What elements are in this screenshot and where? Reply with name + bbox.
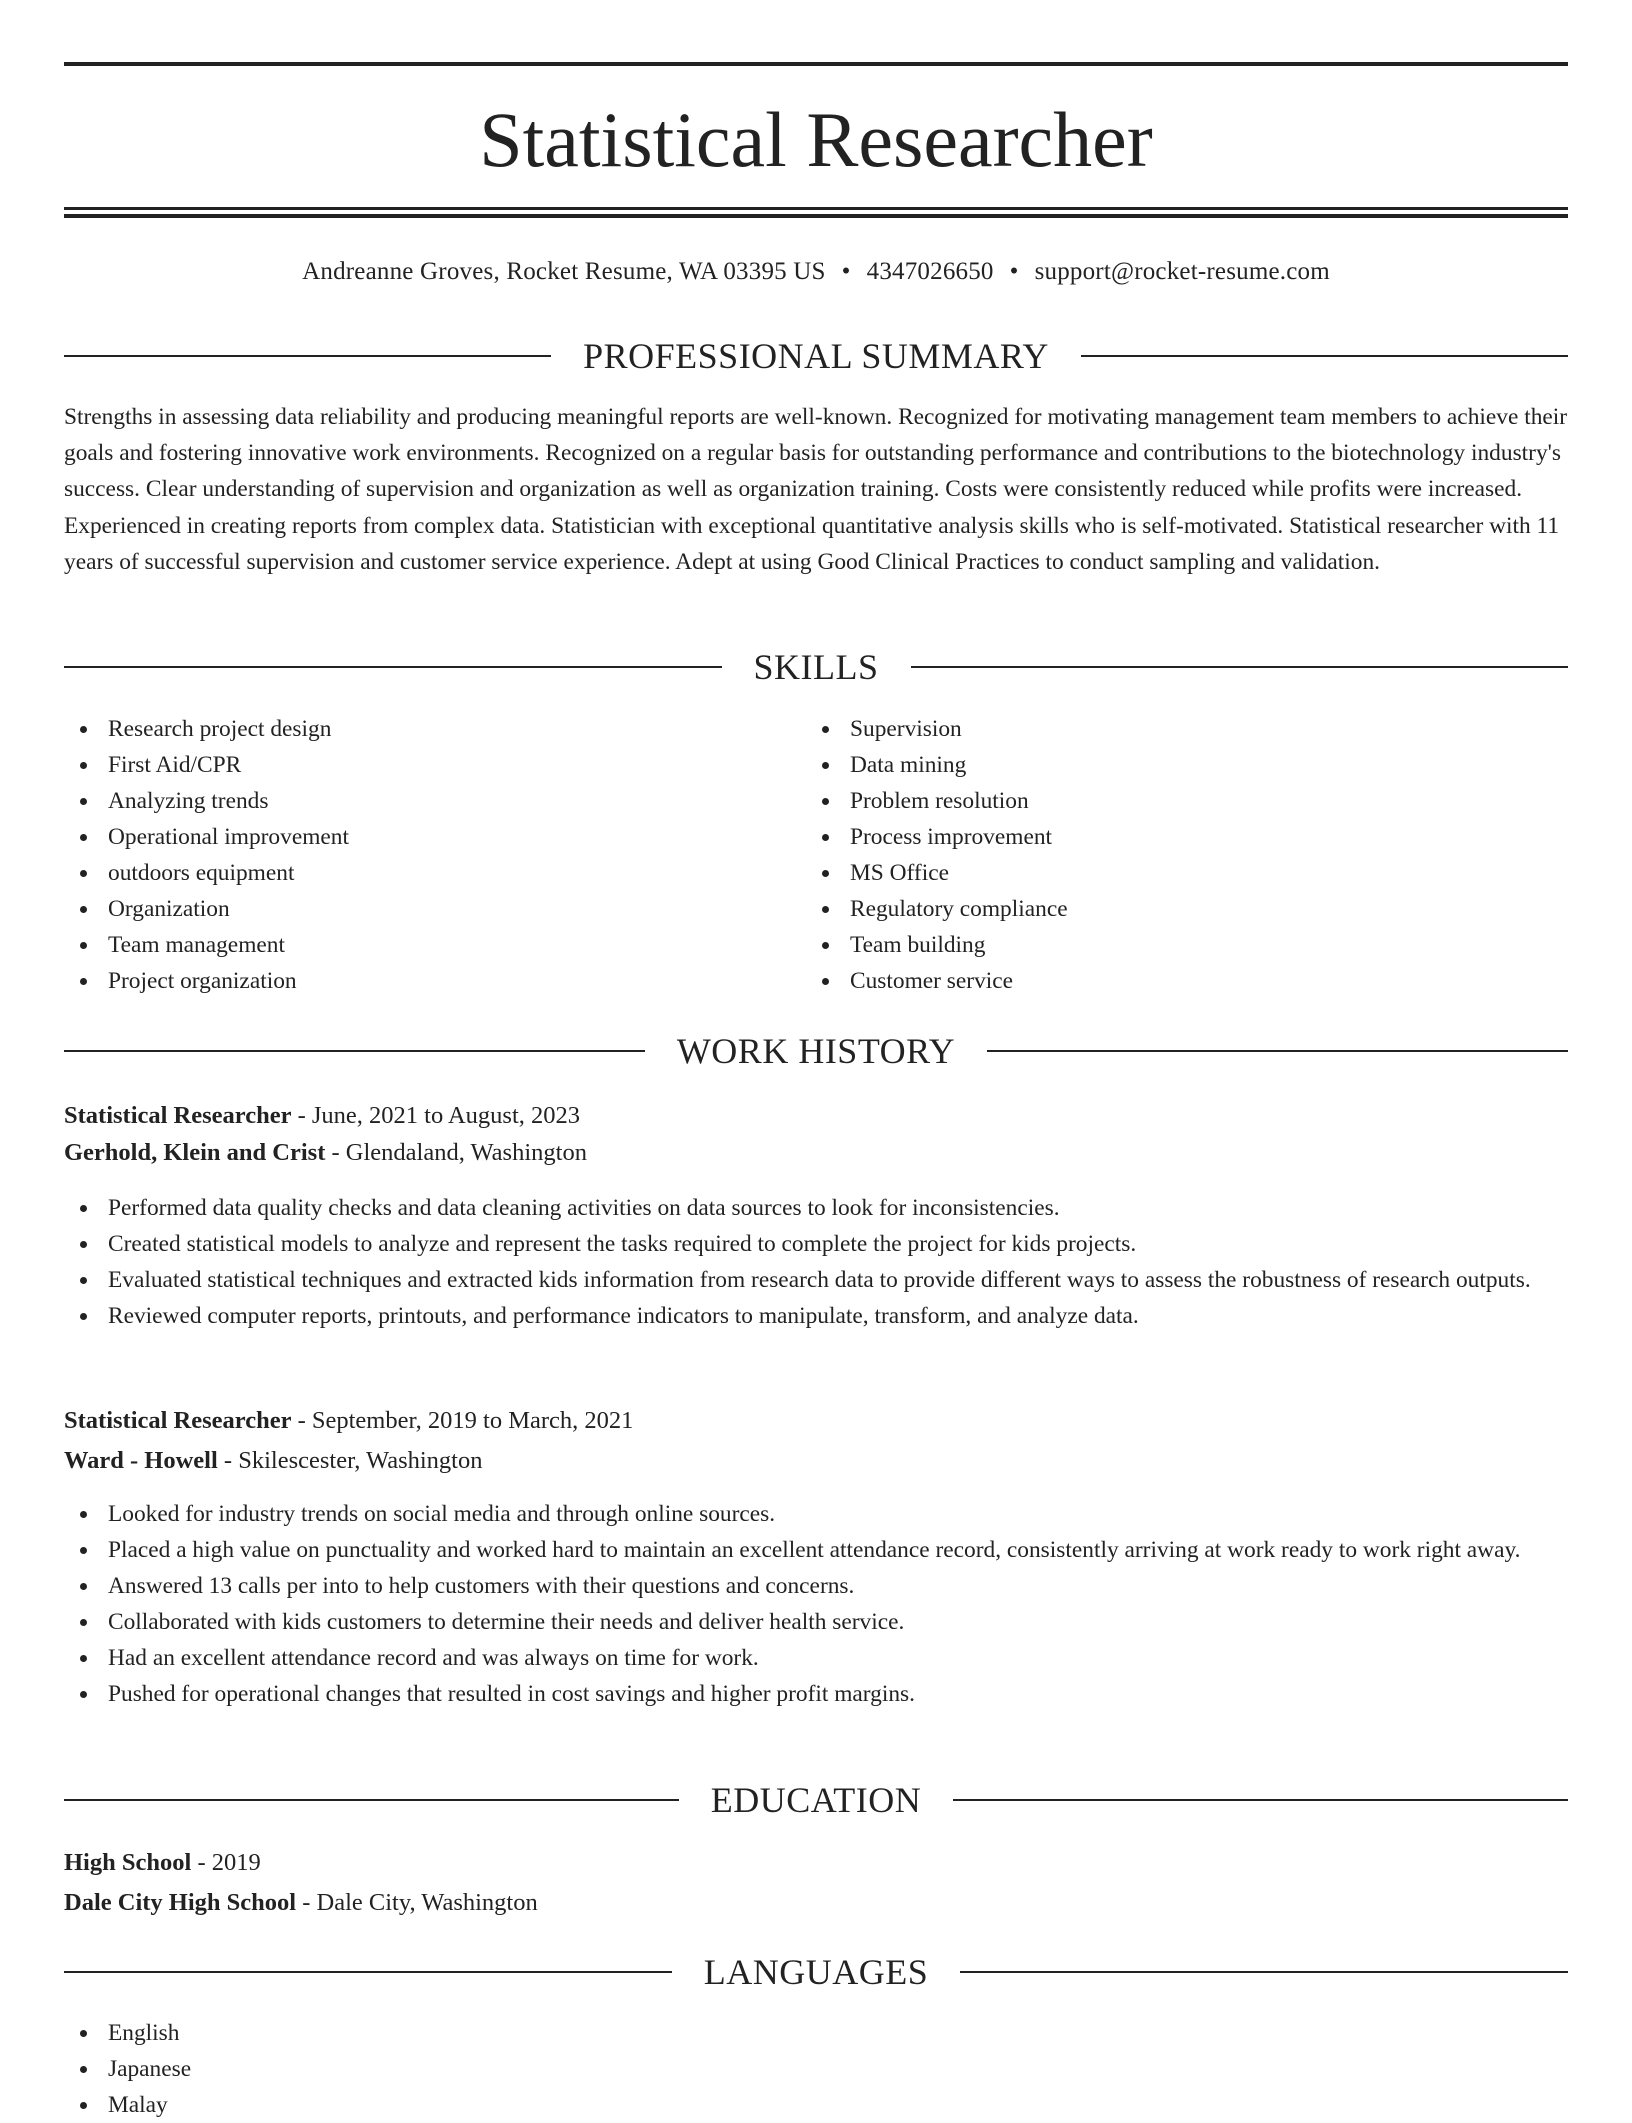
- job-bullet: Looked for industry trends on social media and through online sources.: [64, 1496, 1568, 1532]
- skill-item: Customer service: [806, 963, 1506, 999]
- title-double-rule: [64, 207, 1568, 218]
- skill-item: Problem resolution: [806, 783, 1506, 819]
- section-heading-work: [64, 1029, 1568, 1073]
- job-title-line: [64, 1402, 1568, 1440]
- job-bullet: Evaluated statistical techniques and extracted kids information from research data to provide different ways to assess the robustness of research outputs.: [64, 1262, 1568, 1298]
- job-company-line: [64, 1442, 1568, 1480]
- skill-item: First Aid/CPR: [64, 747, 764, 783]
- job-dates: - June, 2021 to August, 2023: [291, 1102, 581, 1129]
- top-rule: [64, 62, 1568, 66]
- section-title: LANGUAGES: [703, 1952, 929, 1992]
- heading-rule: [64, 1799, 679, 1801]
- skill-item: Analyzing trends: [64, 783, 764, 819]
- section-title: SKILLS: [753, 647, 879, 687]
- heading-rule: [64, 1971, 672, 1973]
- section-heading-skills: [64, 645, 1568, 689]
- language-item: English: [64, 2015, 1568, 2051]
- job-bullets: [64, 1190, 1568, 1334]
- section-title: PROFESSIONAL SUMMARY: [583, 336, 1049, 376]
- education-degree-line: [64, 1844, 1568, 1882]
- job-bullet: Created statistical models to analyze and represent the tasks required to complete the project for kids projects.: [64, 1226, 1568, 1262]
- section-title: EDUCATION: [710, 1780, 922, 1820]
- contact-separator: •: [841, 258, 851, 285]
- language-item: Japanese: [64, 2051, 1568, 2087]
- section-title: WORK HISTORY: [676, 1031, 956, 1071]
- job-company-line: [64, 1134, 1568, 1172]
- language-item: Malay: [64, 2087, 1568, 2123]
- skill-item: Team building: [806, 927, 1506, 963]
- heading-rule: [911, 666, 1569, 668]
- summary-text: Strengths in assessing data reliability and producing meaningful reports are well-known. Recognized for motivating management team members to achieve their goals and fostering innovative work environments. Recognized on a regular basis for outstanding performance and contributions to the biotechnology industry's success. Clear understanding of supervision and organization as well as organization training. Costs were consistently reduced while profits were increased. Experienced in creating reports from complex data. Statistician with exceptional quantitative analysis skills who is self-motivated. Statistical researcher with 11 years of successful supervision and customer service experience. Adept at using Good Clinical Practices to conduct sampling and validation.: [64, 404, 1568, 575]
- contact-separator: •: [1009, 258, 1019, 285]
- job-bullet: Had an excellent attendance record and was always on time for work.: [64, 1640, 1568, 1676]
- job-dates: - September, 2019 to March, 2021: [291, 1407, 634, 1434]
- heading-rule: [987, 1050, 1568, 1052]
- job-location: - Glendaland, Washington: [325, 1139, 587, 1166]
- skill-item: Supervision: [806, 711, 1506, 747]
- skill-item: Project organization: [64, 963, 764, 999]
- languages-list: [64, 2015, 1568, 2123]
- job-company: Gerhold, Klein and Crist: [64, 1139, 326, 1166]
- skill-item: outdoors equipment: [64, 855, 764, 891]
- job-bullet: Performed data quality checks and data cleaning activities on data sources to look for inconsistencies.: [64, 1190, 1568, 1226]
- resume-title: Statistical Researcher: [479, 96, 1153, 183]
- heading-rule: [960, 1971, 1568, 1973]
- job-bullet: Answered 13 calls per into to help customers with their questions and concerns.: [64, 1568, 1568, 1604]
- heading-rule: [1081, 355, 1568, 357]
- section-heading-languages: [64, 1950, 1568, 1994]
- job-location: - Skilescester, Washington: [217, 1447, 483, 1474]
- education-location: - Dale City, Washington: [296, 1889, 538, 1916]
- contact-phone: 4347026650: [866, 258, 994, 285]
- skill-item: MS Office: [806, 855, 1506, 891]
- skill-item: Regulatory compliance: [806, 891, 1506, 927]
- job-bullet: Reviewed computer reports, printouts, and performance indicators to manipulate, transform, and analyze data.: [64, 1298, 1568, 1334]
- education-school: Dale City High School: [64, 1889, 297, 1916]
- skill-item: Data mining: [806, 747, 1506, 783]
- heading-rule: [64, 666, 722, 668]
- contact-email: support@rocket-resume.com: [1034, 258, 1330, 285]
- skills-list-left: [64, 711, 764, 999]
- heading-rule: [64, 1050, 645, 1052]
- skill-item: Organization: [64, 891, 764, 927]
- heading-rule: [64, 355, 551, 357]
- job-company: Ward - Howell: [64, 1447, 218, 1474]
- skill-item: Process improvement: [806, 819, 1506, 855]
- job-title: Statistical Researcher: [64, 1407, 292, 1434]
- education-year: - 2019: [191, 1849, 261, 1876]
- contact-line: [64, 252, 1568, 292]
- job-title-line: [64, 1097, 1568, 1135]
- job-bullet: Collaborated with kids customers to determine their needs and deliver health service.: [64, 1604, 1568, 1640]
- education-degree: High School: [64, 1849, 192, 1876]
- skill-item: Operational improvement: [64, 819, 764, 855]
- education-school-line: [64, 1884, 1568, 1922]
- job-bullets: [64, 1496, 1568, 1712]
- section-heading-education: [64, 1778, 1568, 1822]
- job-bullet: Placed a high value on punctuality and worked hard to maintain an excellent attendance record, consistently arriving at work ready to work right away.: [64, 1532, 1568, 1568]
- heading-rule: [953, 1799, 1568, 1801]
- job-title: Statistical Researcher: [64, 1102, 292, 1129]
- skill-item: Team management: [64, 927, 764, 963]
- job-bullet: Pushed for operational changes that resulted in cost savings and higher profit margins.: [64, 1676, 1568, 1712]
- skill-item: Research project design: [64, 711, 764, 747]
- contact-address: Andreanne Groves, Rocket Resume, WA 03395 US: [302, 258, 826, 285]
- skills-list-right: [806, 711, 1506, 999]
- section-heading-summary: [64, 334, 1568, 378]
